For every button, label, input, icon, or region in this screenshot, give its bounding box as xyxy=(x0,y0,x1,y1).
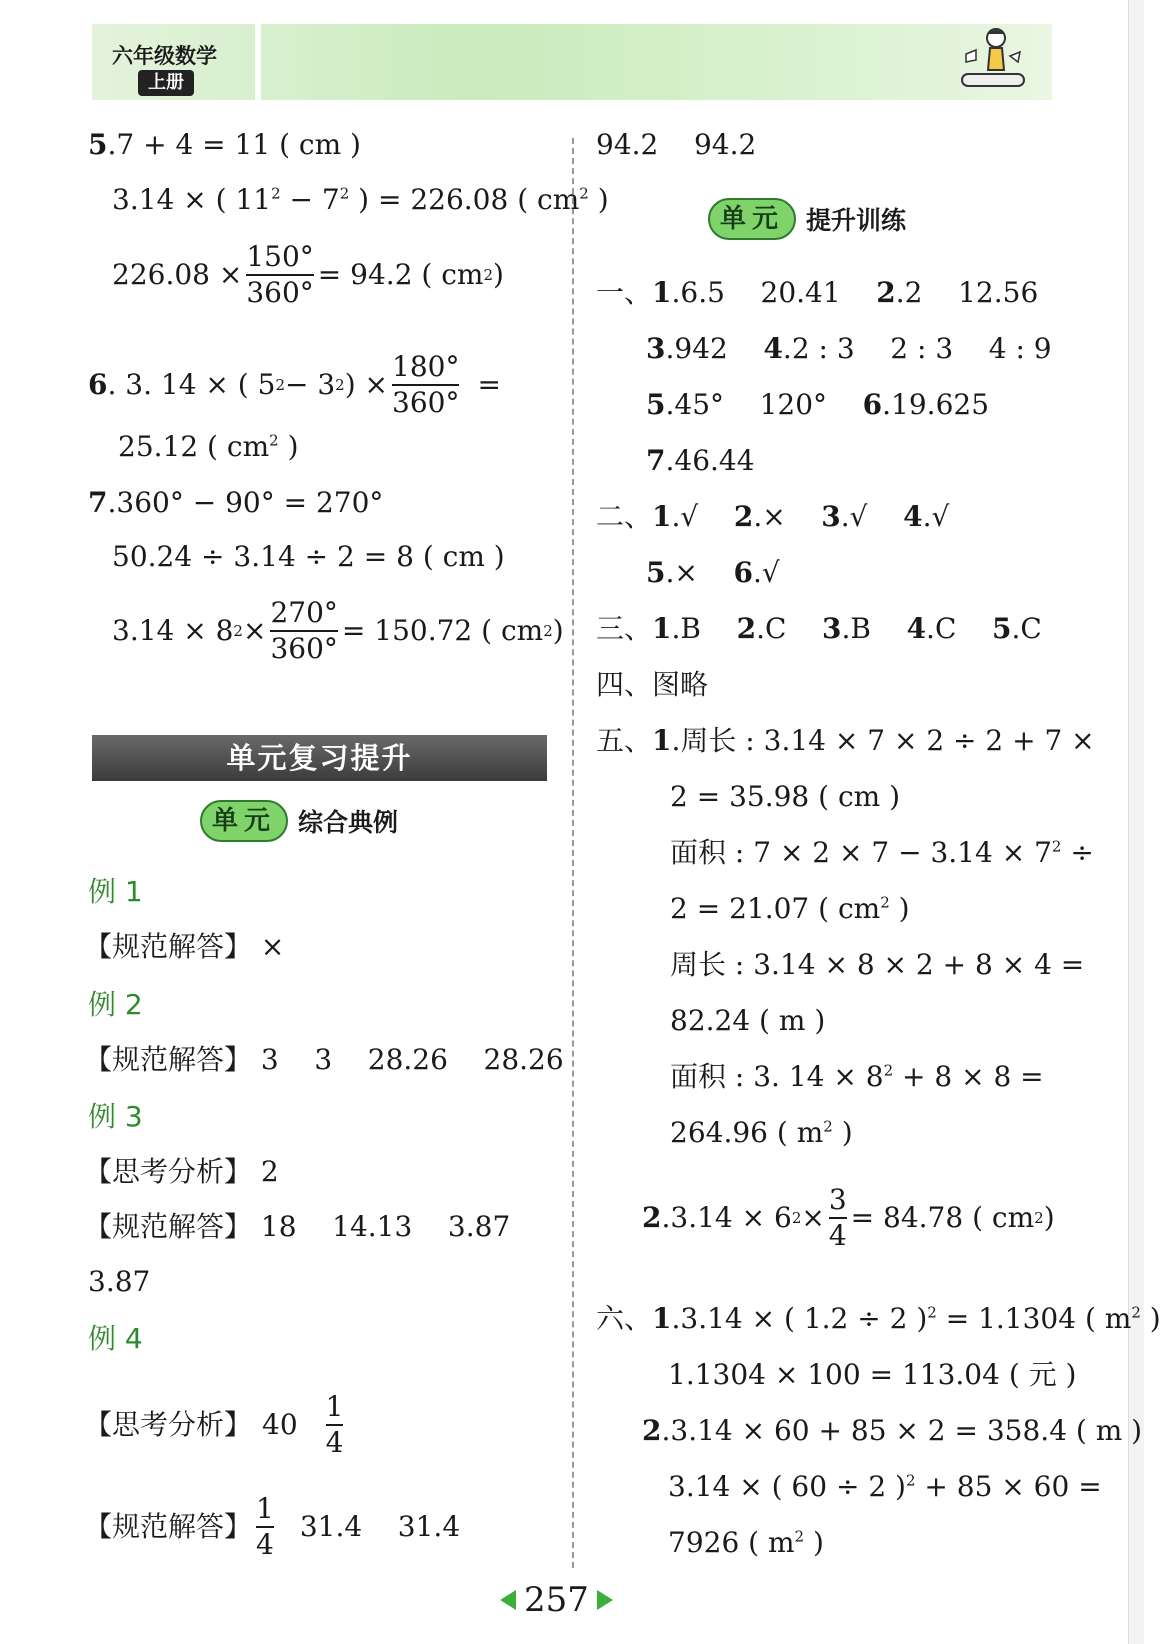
fraction: $\frac{1}{4}$ xyxy=(325,1390,344,1459)
unit-badge-training xyxy=(708,198,906,240)
q7-line3: 3.14 × 8 2 × $\frac{270^\circ}{360^\circ}$ = 150.72 ( cm 2 ) xyxy=(112,596,564,665)
unit-pill: 单元 xyxy=(200,800,288,842)
fraction: $\frac{270^\circ}{360^\circ}$ xyxy=(270,596,338,665)
fraction: $\frac{150^\circ}{360^\circ}$ xyxy=(246,240,314,309)
fraction: $\frac{1}{4}$ xyxy=(256,1492,274,1561)
example-1-label: 例 1 xyxy=(88,875,143,908)
s5-line7: 面积 : 3. $14 \times 8^2 + 8 \times 8$ = xyxy=(670,1060,1044,1093)
s2-line2: 5.× 6.√ xyxy=(646,556,780,589)
q7-line2: 50.24 ÷ 3.14 ÷ 2 = 8 ( cm ) xyxy=(112,540,505,573)
s4-line1: 四、图略 xyxy=(596,668,709,701)
s3-line1: 三、1.B 2.C 3.B 4.C 5.C xyxy=(596,612,1042,645)
unit-subtitle: 提升训练 xyxy=(806,206,907,235)
s5-line8: 264.96 ( $m^2$ ) xyxy=(670,1116,853,1149)
example-4-label: 例 4 xyxy=(88,1322,143,1355)
header-title: 六年级数学 xyxy=(112,44,217,68)
example-4-analysis: 【思考分析】 40 $\frac{1}{4}$ xyxy=(84,1390,344,1459)
s5-line2: 2 = 35.98 ( cm ) xyxy=(670,780,901,813)
q6-line1: 6 . 3. 14 × ( 5 2 − 3 2 ) × $\frac{180^\circ}{360^\circ}$ = xyxy=(88,350,501,419)
example-3-analysis: 【思考分析】 2 xyxy=(84,1155,279,1188)
column-divider xyxy=(572,138,574,1568)
right-top-answers: 94.2 94.2 xyxy=(596,128,757,161)
s5-line5: 周长 : 3.14 × 8 × 2 + 8 × 4 = xyxy=(670,948,1085,981)
s5-line3: 面积 : $7 \times 2 \times 7 - 3.14 \times 7^2$ ÷ xyxy=(670,836,1094,869)
s5-line6: 82.24 ( m ) xyxy=(670,1004,826,1037)
example-2-label: 例 2 xyxy=(88,988,143,1021)
scan-edge xyxy=(1128,0,1144,1644)
page-number-text: 257 xyxy=(524,1580,589,1620)
example-2-answer: 【规范解答】 3 3 28.26 28.26 xyxy=(84,1043,564,1076)
example-3-answer-cont: 3.87 xyxy=(88,1265,151,1298)
page-number xyxy=(500,1580,613,1620)
fraction: $\frac{180^\circ}{360^\circ}$ xyxy=(392,350,460,419)
s6-line2: 1.1304 × 100 = 113.04 ( 元 ) xyxy=(668,1358,1077,1391)
s6-line5: 7926 ( $m^2$ ) xyxy=(668,1526,824,1559)
unit-pill: 单元 xyxy=(708,198,796,240)
s1-line1: 一、1.6.5 20.41 2.2 12.56 xyxy=(596,276,1039,309)
next-arrow-icon xyxy=(597,1590,613,1610)
example-3-answer: 【规范解答】 18 14.13 3.87 xyxy=(84,1210,511,1243)
section-banner: 单元复习提升 xyxy=(92,735,547,781)
s1-line3: 5.45° 120° 6.19.625 xyxy=(646,388,990,421)
s6-line1: 六、1.3.14 × ( 1.2 ÷ 2 )$^2$ = 1.1304 ( $m^2$ ) xyxy=(596,1302,1161,1335)
page-header xyxy=(92,24,1052,100)
s6-line4: 3.14 × ( 60 ÷ 2 )$^2$ + 85 × 60 = xyxy=(668,1470,1102,1503)
s5-q2: 2 .3.14 × 6 2 × $\frac{3}{4}$ = 84.78 ( cm 2 ) xyxy=(642,1183,1055,1252)
example-3-label: 例 3 xyxy=(88,1100,143,1133)
fraction: $\frac{3}{4}$ xyxy=(828,1183,847,1252)
q6-line2: 25.12 ( $cm^2$ ) xyxy=(118,430,299,463)
unit-subtitle: 综合典例 xyxy=(298,808,399,837)
s2-line1: 二、1.√ 2.× 3.√ 4.√ xyxy=(596,500,950,533)
s1-line4: 7.46.44 xyxy=(646,444,755,477)
header-separator xyxy=(255,24,261,100)
s1-line2: 3.942 4.2 : 3 2 : 3 4 : 9 xyxy=(646,332,1052,365)
unit-badge-examples xyxy=(200,800,398,842)
header-badge: 上册 xyxy=(138,70,194,96)
prev-arrow-icon xyxy=(500,1590,516,1610)
q7-line1: 7.360° − 90° = 270° xyxy=(88,486,384,519)
example-1-answer: 【规范解答】 × xyxy=(84,930,285,963)
s5-line4: 2 = 21.07 ( $cm^2$ ) xyxy=(670,892,910,925)
s5-line1: 五、1.周长 : 3.14 × 7 × 2 ÷ 2 + 7 × xyxy=(596,724,1095,757)
q5-line3: 226.08 × $\frac{150^\circ}{360^\circ}$ = 94.2 ( cm 2 ) xyxy=(112,240,504,309)
q5-line2: 3.14 × ( $11^2 - 7^2$ ) = 226.08 ( $cm^2$ ) xyxy=(112,183,609,216)
mascot-illustration xyxy=(958,26,1028,98)
q5-line1: 5.7 + 4 = 11 ( cm ) xyxy=(88,128,361,161)
example-4-answer: 【规范解答】 $\frac{1}{4}$ 31.4 31.4 xyxy=(84,1492,461,1561)
s6-line3: 2.3.14 × 60 + 85 × 2 = 358.4 ( m ) xyxy=(642,1414,1143,1447)
